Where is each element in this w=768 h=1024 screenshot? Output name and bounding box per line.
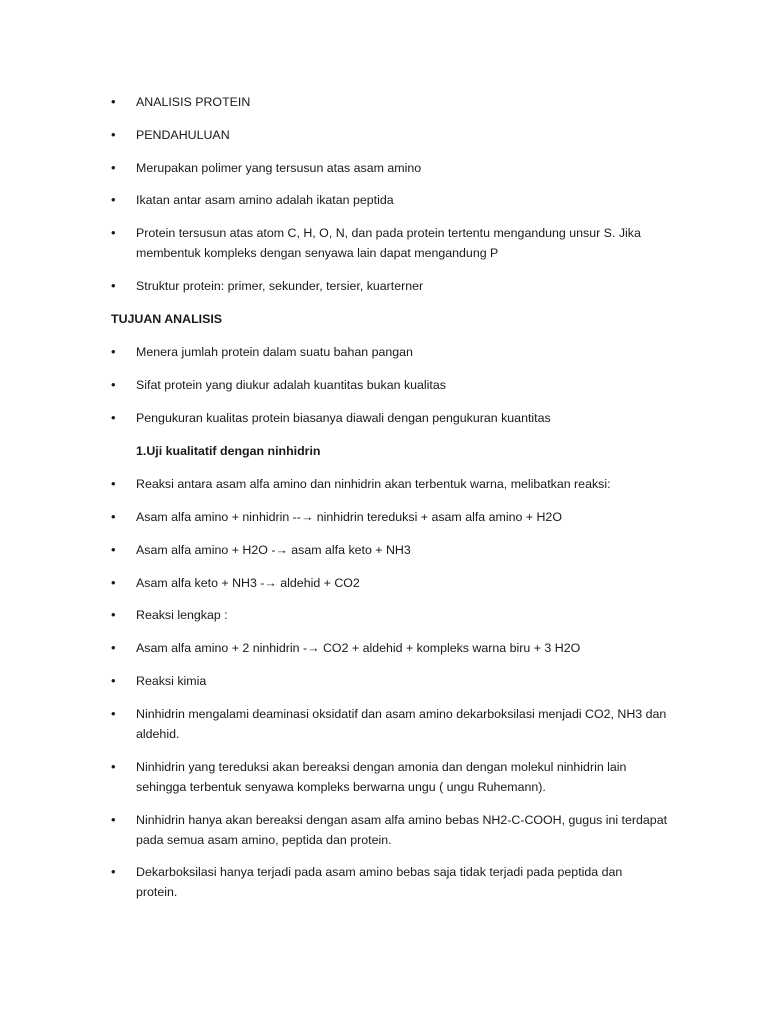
bullet-icon: • (111, 278, 116, 293)
bullet-icon: • (111, 225, 116, 240)
list-item: Ninhidrin yang tereduksi akan bereaksi dengan amonia dan dengan molekul ninhidrin lain sehingga terbentuk senyawa kompleks berwarna ungu ( ungu Ruhemann). (136, 760, 627, 794)
list-item: Asam alfa keto + NH3 -→ aldehid + CO2 (136, 576, 360, 590)
list-item: Ikatan antar asam amino adalah ikatan peptida (136, 193, 394, 207)
bullet-icon: • (111, 575, 116, 590)
list-item: Sifat protein yang diukur adalah kuantitas bukan kualitas (136, 378, 446, 392)
bullet-icon: • (111, 607, 116, 622)
bullet-icon: • (111, 509, 116, 524)
bullet-icon: • (111, 410, 116, 425)
bullet-icon: • (111, 192, 116, 207)
bullet-icon: • (111, 94, 116, 109)
bullet-icon: • (111, 127, 116, 142)
section-heading-tujuan: TUJUAN ANALISIS (111, 312, 223, 326)
list-item: Pengukuran kualitas protein biasanya diawali dengan pengukuran kuantitas (136, 411, 551, 425)
bullet-icon: • (111, 640, 116, 655)
bullet-icon: • (111, 706, 116, 721)
bullet-icon: • (111, 476, 116, 491)
list-item: ANALISIS PROTEIN (136, 95, 251, 109)
list-item: Asam alfa amino + 2 ninhidrin -→ CO2 + aldehid + kompleks warna biru + 3 H2O (136, 641, 581, 655)
list-item: Struktur protein: primer, sekunder, tersier, kuarterner (136, 279, 424, 293)
bullet-icon: • (111, 759, 116, 774)
bullet-icon: • (111, 344, 116, 359)
bullet-icon: • (111, 542, 116, 557)
bullet-icon: • (111, 160, 116, 175)
list-item: Reaksi lengkap : (136, 608, 228, 622)
list-item: Ninhidrin mengalami deaminasi oksidatif dan asam amino dekarboksilasi menjadi CO2, NH3 dan aldehid. (136, 707, 667, 741)
bullet-icon: • (111, 812, 116, 827)
list-item: Merupakan polimer yang tersusun atas asam amino (136, 161, 422, 175)
section-subheading-uji: 1.Uji kualitatif dengan ninhidrin (136, 444, 321, 458)
list-item: Asam alfa amino + H2O -→ asam alfa keto + NH3 (136, 543, 411, 557)
list-item: Dekarboksilasi hanya terjadi pada asam amino bebas saja tidak terjadi pada peptida dan protein. (136, 865, 623, 899)
list-item: Reaksi kimia (136, 674, 207, 688)
list-item: Reaksi antara asam alfa amino dan ninhidrin akan terbentuk warna, melibatkan reaksi: (136, 477, 611, 491)
list-item: Menera jumlah protein dalam suatu bahan pangan (136, 345, 413, 359)
bullet-icon: • (111, 673, 116, 688)
list-item: Protein tersusun atas atom C, H, O, N, dan pada protein tertentu mengandung unsur S. Jika membentuk kompleks dengan senyawa lain dapat mengandung P (136, 226, 641, 260)
list-item: Asam alfa amino + ninhidrin --→ ninhidrin tereduksi + asam alfa amino + H2O (136, 510, 562, 524)
list-item: PENDAHULUAN (136, 128, 230, 142)
bullet-icon: • (111, 377, 116, 392)
bullet-icon: • (111, 864, 116, 879)
list-item: Ninhidrin hanya akan bereaksi dengan asam alfa amino bebas NH2-C-COOH, gugus ini terdapat pada semua asam amino, peptida dan protein. (136, 813, 668, 847)
